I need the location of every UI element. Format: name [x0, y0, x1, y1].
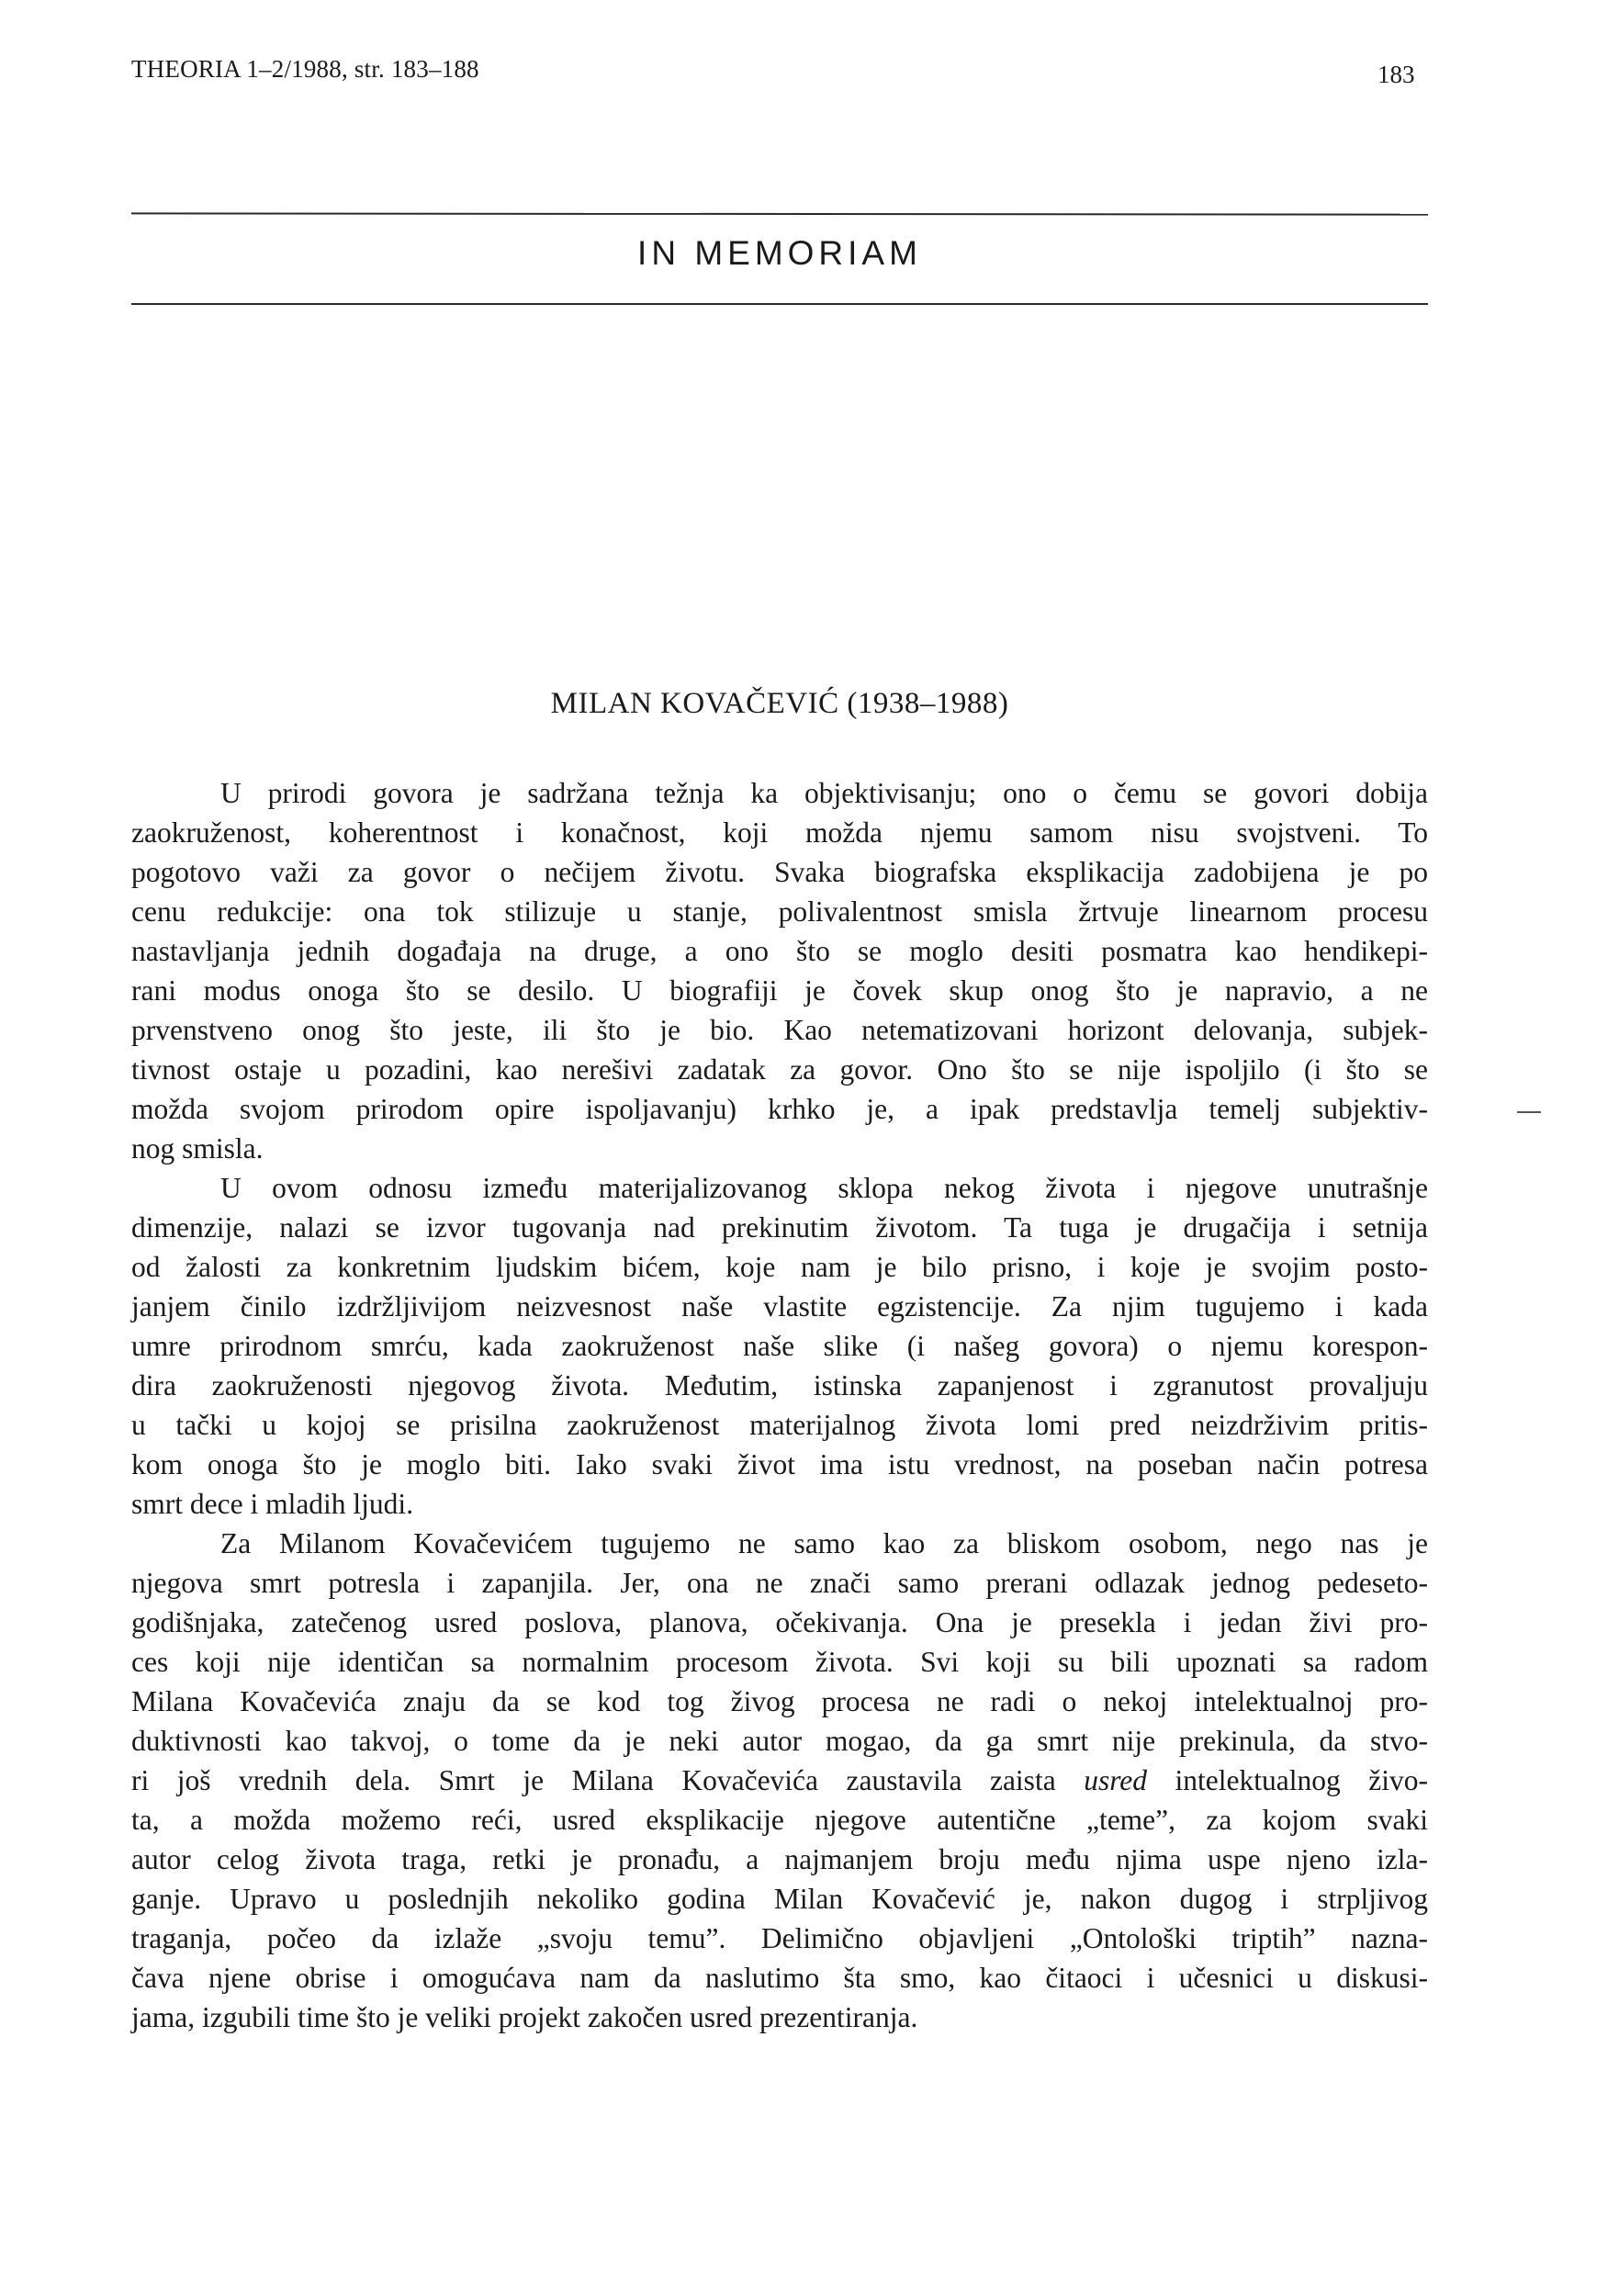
- emphasized-word: usred: [1084, 1764, 1148, 1796]
- text-line: tivnost ostaje u pozadini, kao nerešivi zadatak za govor. Ono što se nije ispoljilo (i što se: [131, 1053, 1428, 1086]
- text-line: možda svojom prirodom opire ispoljavanju) krhko je, a ipak predstavlja temelj subjektiv-: [131, 1093, 1428, 1125]
- text-line: rani modus onoga što se desilo. U biografiji je čovek skup onog što je napravio, a ne: [131, 974, 1428, 1007]
- text-line: nastavljanja jednih događaja na druge, a ono što se moglo desiti posmatra kao hendikepi-: [131, 935, 1428, 967]
- text-line: ta, a možda možemo reći, usred eksplikacije njegove autentične „teme”, za kojom svaki: [131, 1804, 1428, 1836]
- text-line: prvenstveno onog što jeste, ili što je bio. Kao netematizovani horizont delovanja, subjek-: [131, 1014, 1428, 1046]
- text-line: U ovom odnosu između materijalizovanog sklopa nekog života i njegove unutrašnje: [220, 1172, 1428, 1204]
- text-line: dira zaokruženosti njegovog života. Međutim, istinska zapanjenost i zgranutost provaljuju: [131, 1369, 1428, 1401]
- text-line: umre prirodnom smrću, kada zaokruženost naše slike (i našeg govora) o njemu korespon-: [131, 1330, 1428, 1362]
- text-line: u tački u kojoj se prisilna zaokruženost materijalnog života lomi pred neizdrživim pritis-: [131, 1409, 1428, 1441]
- section-title: IN MEMORIAM: [637, 234, 922, 272]
- text-line: njegova smrt potresla i zapanjila. Jer, ona ne znači samo prerani odlazak jednog pedeseto-: [131, 1567, 1428, 1599]
- text-line: autor celog života traga, retki je pronađu, a najmanjem broju među njima uspe njeno izla-: [131, 1843, 1428, 1875]
- text-line: traganja, počeo da izlaže „svoju temu”. Delimično objavljeni „Ontološki triptih” nazna-: [131, 1922, 1428, 1954]
- text-line: od žalosti za konkretnim ljudskim bićem, koje nam je bilo prisno, i koje je svojim posto-: [131, 1251, 1428, 1283]
- section-rule-bottom: [131, 303, 1428, 305]
- text-line: godišnjaka, zatečenog usred poslova, planova, očekivanja. Ona je presekla i jedan živi pro-: [131, 1606, 1428, 1638]
- section-rule-top: [131, 212, 1428, 215]
- text-line: čava njene obrise i omogućava nam da naslutimo šta smo, kao čitaoci i učesnici u diskusi-: [131, 1962, 1428, 1994]
- article-heading: MILAN KOVAČEVIĆ (1938–1988): [550, 687, 1009, 720]
- article-body: [131, 773, 1428, 2037]
- text-line: nog smisla.: [131, 1132, 264, 1165]
- running-head: THEORIA 1–2/1988, str. 183–188: [131, 55, 479, 83]
- text-line: ganje. Upravo u poslednjih nekoliko godina Milan Kovačević je, nakon dugog i strpljivog: [131, 1883, 1428, 1915]
- text-line: cenu redukcije: ona tok stilizuje u stanje, polivalentnost smisla žrtvuje linearnom procesu: [131, 895, 1428, 928]
- text-line: Milana Kovačevića znaju da se kod tog živog procesa ne radi o nekoj intelektualnoj pro-: [131, 1685, 1428, 1717]
- margin-dash-mark: [1517, 1111, 1541, 1113]
- page-number: 183: [1377, 61, 1415, 88]
- text-line: janjem činilo izdržljivijom neizvesnost naše vlastite egzistencije. Za njim tugujemo i kada: [131, 1290, 1428, 1322]
- text-line: duktivnosti kao takvoj, o tome da je neki autor mogao, da ga smrt nije prekinula, da stvo-: [131, 1725, 1428, 1757]
- text-line: dimenzije, nalazi se izvor tugovanja nad prekinutim životom. Ta tuga je drugačija i setnija: [131, 1211, 1428, 1244]
- text-line: pogotovo važi za govor o nečijem životu. Svaka biografska eksplikacija zadobijena je po: [131, 856, 1428, 888]
- text-line: U prirodi govora je sadržana težnja ka objektivisanju; ono o čemu se govori dobija: [220, 777, 1428, 809]
- text-segment: intelektualnog živo-: [1147, 1764, 1428, 1796]
- text-line: kom onoga što je moglo biti. Iako svaki život ima istu vrednost, na poseban način potresa: [131, 1448, 1428, 1480]
- text-line-with-emphasis: [131, 1761, 1428, 1800]
- text-line: smrt dece i mladih ljudi.: [131, 1488, 414, 1520]
- text-line: zaokruženost, koherentnost i konačnost, koji možda njemu samom nisu svojstveni. To: [131, 816, 1428, 849]
- text-segment: ri još vrednih dela. Smrt je Milana Kovačevića zaustavila zaista: [131, 1764, 1085, 1796]
- text-line: ces koji nije identičan sa normalnim procesom života. Svi koji su bili upoznati sa radom: [131, 1646, 1428, 1678]
- text-line: Za Milanom Kovačevićem tugujemo ne samo kao za bliskom osobom, nego nas je: [220, 1527, 1428, 1559]
- text-line: jama, izgubili time što je veliki projekt zakočen usred prezentiranja.: [131, 2001, 918, 2033]
